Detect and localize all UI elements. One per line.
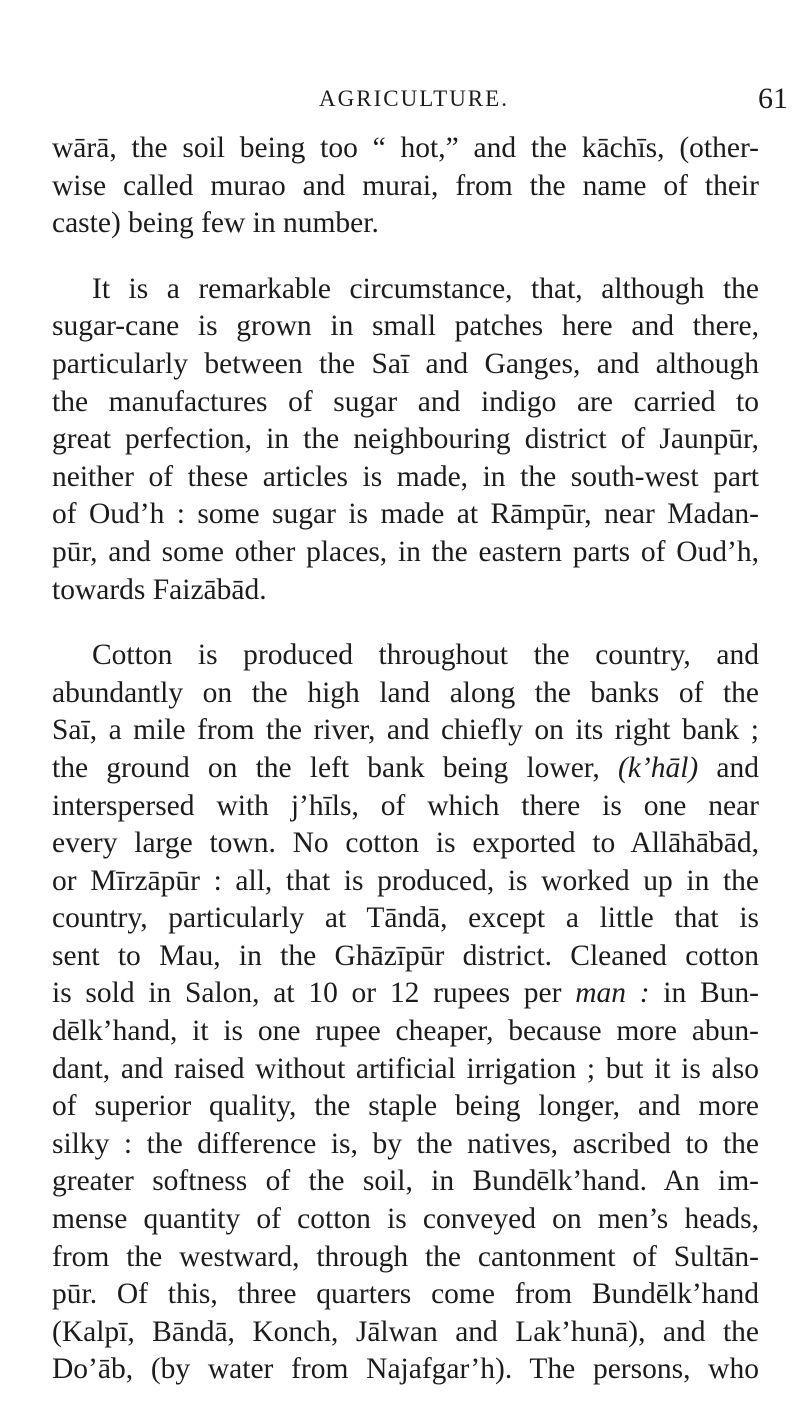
text-line: interspersed with j’hīls, of which there is one near	[52, 789, 759, 822]
text-line: sent to Mau, in the Ghāzīpūr district. Cleaned cotton	[52, 939, 759, 972]
text-line: caste) being few in number.	[52, 207, 379, 240]
text-line: every large town. No cotton is exported to Allāhābād,	[52, 827, 759, 860]
text-line: dant, and raised without artificial irrigation ; but it is also	[52, 1052, 759, 1085]
text-line: (Kalpī, Bāndā, Konch, Jālwan and Lak’hunā), and the	[52, 1315, 759, 1348]
paragraph-1	[52, 130, 759, 243]
text-line: pūr. Of this, three quarters come from Bundēlk’hand	[52, 1278, 759, 1311]
page-header	[40, 82, 788, 116]
text-line: mense quantity of cotton is conveyed on men’s heads,	[52, 1203, 759, 1236]
text-line: dēlk’hand, it is one rupee cheaper, because more abun-	[52, 1015, 759, 1048]
text-line: country, particularly at Tāndā, except a little that is	[52, 902, 759, 935]
text-line: Saī, a mile from the river, and chiefly on its right bank ;	[52, 714, 759, 747]
text-line: pūr, and some other places, in the eastern parts of Oud’h,	[52, 535, 759, 568]
text-line: the ground on the left bank being lower, (k’hāl) and	[52, 751, 760, 784]
paragraph-gap	[52, 609, 759, 637]
text-line: neither of these articles is made, in the south-west part	[52, 460, 759, 493]
text-line: of Oud’h : some sugar is made at Rāmpūr, near Madan-	[52, 498, 759, 531]
text-line: wise called murao and murai, from the name of their	[52, 169, 759, 202]
text-line: It is a remarkable circumstance, that, although the	[92, 272, 759, 305]
text-line: great perfection, in the neighbouring district of Jaunpūr,	[52, 423, 759, 456]
paragraph-3	[52, 637, 759, 1389]
text-line: towards Faizābād.	[52, 573, 267, 606]
italic-term: (k’hāl)	[617, 751, 699, 784]
running-head: AGRICULTURE.	[319, 86, 509, 111]
text-line: particularly between the Saī and Ganges, and although	[52, 347, 759, 380]
body-text	[52, 130, 759, 1389]
text-line: silky : the difference is, by the natives, ascribed to the	[52, 1127, 759, 1160]
page-number: 61	[758, 82, 788, 115]
text-line: sugar-cane is grown in small patches here and there,	[52, 310, 759, 343]
text-line: the manufactures of sugar and indigo are carried to	[52, 385, 759, 418]
text-line: Cotton is produced throughout the country, and	[92, 639, 759, 672]
text-line: abundantly on the high land along the banks of the	[52, 676, 759, 709]
italic-term: man :	[575, 977, 650, 1010]
paragraph-gap	[52, 243, 759, 271]
text-line: wārā, the soil being too “ hot,” and the kāchīs, (other-	[52, 132, 759, 164]
text-line: or Mīrzāpūr : all, that is produced, is worked up in the	[52, 864, 759, 897]
text-line: of superior quality, the staple being longer, and more	[52, 1090, 759, 1123]
paragraph-2	[52, 271, 759, 609]
text-line: Do’āb, (by water from Najafgar’h). The persons, who	[52, 1353, 759, 1386]
text-line: is sold in Salon, at 10 or 12 rupees per man : in Bun-	[52, 977, 759, 1010]
text-line: from the westward, through the cantonment of Sultān-	[52, 1240, 759, 1273]
text-line: greater softness of the soil, in Bundēlk’hand. An im-	[52, 1165, 759, 1198]
